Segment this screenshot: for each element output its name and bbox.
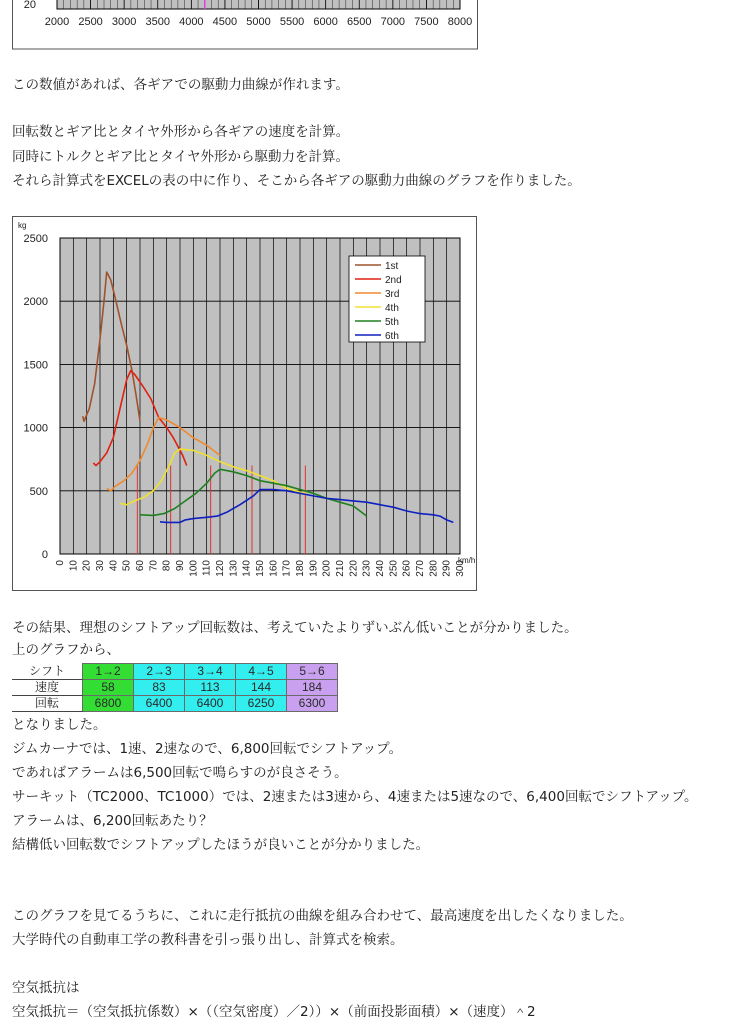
speed-row [12, 680, 338, 696]
legend-label-5th: 5th [385, 317, 399, 328]
shift-table [12, 663, 338, 712]
x-tick-label: 130 [228, 560, 240, 577]
paragraph-11: アラームは、6,200回転あたり？ [12, 813, 213, 829]
paragraph-1: この数値があれば、各ギアでの駆動力曲線が作れます。 [12, 77, 349, 93]
x-tick-label: 280 [428, 560, 440, 577]
driving-force-chart [12, 216, 478, 592]
x-tick-label: 220 [348, 560, 360, 577]
x-tick-label: 140 [241, 560, 253, 577]
x-tick-label: 290 [441, 560, 453, 577]
legend-label-6th: 6th [385, 331, 399, 342]
x-tick-label: 100 [188, 560, 200, 577]
row-header-rpm: 回転 [12, 696, 83, 712]
row-header-shift: シフト [12, 664, 83, 680]
cell-rpm-3: 6400 [185, 696, 236, 712]
rpm-plot-area [57, 0, 460, 9]
paragraph-3: 同時にトルクとギア比とタイヤ外形から駆動力を計算。 [12, 149, 349, 165]
paragraph-13: このグラフを見てるうちに、これに走行抵抗の曲線を組み合わせて、最高速度を出したくなりました。 [12, 908, 633, 924]
paragraph-14: 大学時代の自動車工学の教科書を引っ張り出し、計算式を検索。 [12, 932, 404, 948]
paragraph-10: サーキット（TC2000、TC1000）では、2速または3速から、4速または5速なので、6,400回転でシフトアップ。 [12, 789, 698, 805]
rpm-x-tick-label: 5500 [279, 16, 305, 28]
y-tick-label: 0 [41, 549, 48, 561]
paragraph-7: となりました。 [12, 717, 107, 733]
x-axis-unit: km/h [458, 556, 476, 565]
x-tick-label: 170 [281, 560, 293, 577]
legend-label-1st: 1st [385, 261, 399, 272]
cell-shift-2: 2→3 [134, 664, 185, 680]
x-tick-label: 270 [415, 560, 426, 577]
rpm-x-tick-label: 6000 [313, 16, 338, 28]
cell-shift-5: 5→6 [287, 664, 338, 680]
rpm-x-tick-label: 7500 [414, 16, 439, 28]
cell-shift-1: 1→2 [83, 664, 134, 680]
x-tick-label: 80 [161, 560, 173, 572]
paragraph-12: 結構低い回転数でシフトアップしたほうが良いことが分かりました。 [12, 837, 430, 853]
x-tick-label: 10 [68, 560, 80, 572]
rpm-x-tick-label: 3000 [111, 16, 137, 28]
cell-rpm-4: 6250 [236, 696, 287, 712]
shift-row [12, 664, 338, 680]
paragraph-15: 空気抵抗は [12, 980, 80, 996]
cell-speed-5: 184 [287, 680, 338, 696]
chart-legend [349, 256, 425, 342]
x-tick-label: 0 [55, 560, 66, 566]
paragraph-2: 回転数とギア比とタイヤ外形から各ギアの速度を計算。 [12, 124, 350, 140]
x-tick-label: 90 [175, 560, 186, 572]
rpm-x-tick-label: 2500 [78, 16, 103, 28]
x-tick-label: 120 [215, 560, 226, 577]
rpm-row [12, 696, 338, 712]
x-tick-label: 20 [81, 560, 93, 572]
x-tick-label: 30 [95, 560, 106, 572]
row-header-speed: 速度 [12, 680, 83, 696]
y-tick-label: 1000 [23, 422, 48, 435]
x-tick-label: 110 [201, 560, 213, 576]
x-tick-label: 160 [268, 560, 280, 577]
rpm-x-tick-label: 3500 [145, 16, 170, 28]
x-tick-label: 50 [121, 560, 133, 572]
paragraph-5: その結果、理想のシフトアップ回転数は、考えていたよりずいぶん低いことが分かりました。 [12, 620, 578, 636]
paragraph-8: ジムカーナでは、1速、2速なので、6,800回転でシフトアップ。 [12, 741, 403, 757]
x-tick-label: 150 [255, 560, 266, 577]
paragraph-4: それら計算式をEXCELの表の中に作り、そこから各ギアの駆動力曲線のグラフを作りました。 [12, 173, 581, 189]
y-axis-unit: kg [18, 221, 27, 230]
paragraph-9: であればアラームは6,500回転で鳴らすのが良さそう。 [12, 765, 348, 781]
x-tick-label: 300 [455, 560, 466, 577]
rpm-x-tick-label: 2000 [44, 16, 70, 28]
rpm-chart-cropped [12, 0, 478, 50]
rpm-x-tick-label: 6500 [347, 16, 372, 28]
paragraph-16: 空気抵抗＝（空気抵抗係数）×（（空気密度）／2））×（前面投影面積）×（速度）＾2 [12, 1004, 536, 1020]
rpm-x-tick-label: 7000 [380, 16, 406, 28]
x-tick-label: 180 [295, 560, 306, 577]
paragraph-6: 上のグラフから、 [12, 642, 120, 658]
cell-speed-1: 58 [83, 680, 134, 696]
x-tick-label: 260 [401, 560, 413, 577]
legend-label-2nd: 2nd [385, 275, 402, 286]
x-tick-label: 200 [321, 560, 333, 577]
cell-speed-3: 113 [185, 680, 236, 696]
x-tick-label: 250 [388, 560, 400, 577]
x-tick-label: 60 [135, 560, 146, 572]
rpm-x-tick-label: 4500 [212, 16, 238, 28]
x-tick-label: 240 [375, 560, 386, 577]
cell-rpm-5: 6300 [287, 696, 338, 712]
x-tick-label: 190 [308, 560, 320, 577]
rpm-chart-y-tick: 20 [23, 0, 36, 11]
rpm-x-tick-label: 5000 [246, 16, 271, 28]
cell-rpm-1: 6800 [83, 696, 134, 712]
legend-label-4th: 4th [385, 303, 399, 314]
legend-label-3rd: 3rd [385, 289, 400, 300]
x-tick-label: 70 [148, 560, 160, 572]
y-tick-label: 2000 [23, 296, 48, 309]
rpm-x-tick-label: 8000 [447, 16, 473, 28]
x-tick-label: 210 [335, 560, 346, 577]
cell-speed-4: 144 [236, 680, 287, 696]
cell-rpm-2: 6400 [134, 696, 185, 712]
cell-shift-4: 4→5 [236, 664, 287, 680]
x-tick-label: 40 [108, 560, 120, 572]
y-tick-label: 500 [29, 485, 48, 498]
x-tick-label: 230 [361, 560, 373, 577]
y-tick-label: 2500 [23, 233, 48, 245]
cell-shift-3: 3→4 [185, 664, 236, 680]
y-tick-label: 1500 [23, 359, 48, 372]
cell-speed-2: 83 [134, 680, 185, 696]
rpm-x-tick-label: 4000 [179, 16, 204, 28]
